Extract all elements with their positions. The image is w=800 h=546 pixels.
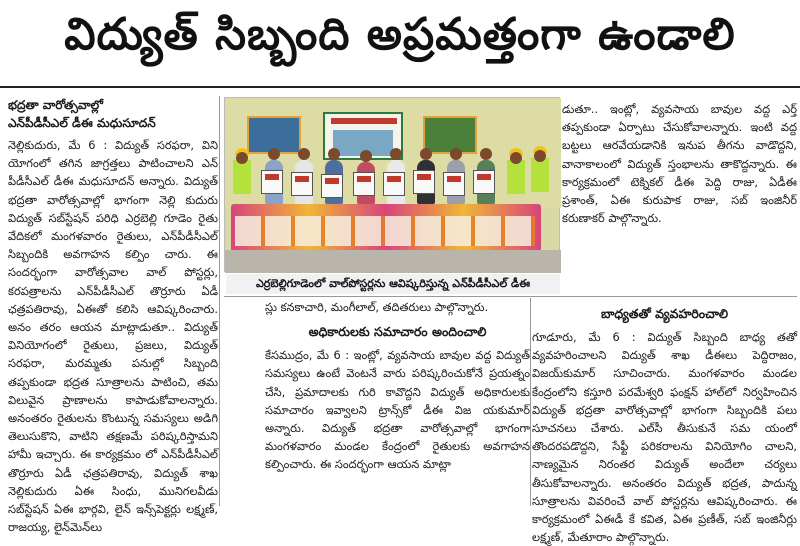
column-divider: [219, 96, 220, 506]
right-article-body: గూడూరు, మే 6 : విద్యుత్ సిబ్బంది బాధ్య తతో వ్యవహరించాలని విద్యుత్ శాఖ డీఈలు పెద్దిరాజం, విజయ్‌కుమార్ సూచించారు. మంగళవారం మండల కేంద్రంలోని కస్తూరి పరమేశ్వరి ఫంక్షన్ హాల్‌లో నిర్వహించిన విద్యుత్ భద్రతా వారోత్సవాల్లో భాగంగా సిబ్బందికి పలు సూచనలు చేశారు. ఎల్‌సీ తీసుకునే సమ యంలో తొందరపడొద్దని, సేఫ్టీ పరికరాలను వినియోగిం చాలని, నాణ్యమైన నిరంతర విద్యుత్ అందేలా చర్యలు తీసుకోవాలన్నారు. అనంతరం విద్యుత్ భద్రత, పాదున్న సూత్రాలను వివరించే వాల్ పోస్టర్లను ఆవిష్కరించారు. ఈ కార్యక్రమంలో ఏఈడీ కే కవిత, ఏఈ ప్రణీత్, సబ్ ఇంజినీర్లు లక్ష్మణ్, మేతూరాం పాల్గొన్నారు.: [532, 330, 797, 545]
right-top-article: [562, 100, 797, 296]
headline: విద్యుత్ సిబ్బంది అప్రమత్తంగా ఉండాలి: [64, 9, 736, 60]
photo-caption: ఎర్రబెల్లిగూడెంలో వాల్‌పోస్టర్లను ఆవిష్కరిస్తున్న ఎన్‌పీడీసీఎల్ డీఈ: [226, 274, 560, 294]
news-photo: [224, 97, 560, 272]
column-divider-lower: [530, 298, 531, 506]
right-article: [532, 298, 797, 545]
left-subheading-line-1: భద్రతా వారోత్సవాల్లో: [8, 98, 103, 112]
left-subheading-line-2: ఎన్‌పీడీసీఎల్ డీఈ మధుసూదన్: [8, 116, 156, 130]
right-top-body: డుతూ.. ఇంట్లో, వ్యవసాయ బావుల వద్ద ఎర్త్ తప్పకుండా ఏర్పాటు చేసుకోవాలన్నారు. ఇంటి వద్ద బట్టలు ఆరవేయడానికి ఇనుప తీగను వాడొద్దని, వానాకాలంలో విద్యుత్ స్తంభాలను తాకొద్దన్నారు. ఈ కార్యక్రమంలో టెక్నికల్ డీఈ పెద్ది రాజు, ఏడీఈ ప్రశాంత్, ఏఈ కురుపాక రాజు, సబ్ ఇంజినీర్ కరుణాకర్ పాల్గొన్నారు.: [562, 102, 797, 226]
photo-bottom-divider: [224, 296, 797, 297]
mid-article: [265, 298, 530, 508]
left-article: [8, 96, 218, 535]
wall-painting-right: [423, 116, 477, 154]
mid-subheading: అధికారులకు సమాచారం అందించాలి: [308, 324, 487, 340]
mid-article-body: కేసముద్రం, మే 6 : ఇంట్లో, వ్యవసాయ బావుల వద్ద విద్యుత్ సమస్యలు ఉంటే వెంటనే వారు పరిష్కరించుకోనే ప్రయత్నం చేసి, ప్రమాదాలకు గురి కావొద్దని విద్యుత్ అధికారులకు సమాచారం ఇవ్వాలని ట్రాన్స్‌కో డీఈ విజ యకుమార్ అన్నారు. విద్యుత్ భద్రతా వారోత్సవాల్లో భాగంగా మంగళవారం మండల కేంద్రంలో రైతులకు అవగాహన కల్పించారు. ఈ సందర్భంగా ఆయన మాట్లా: [265, 348, 530, 472]
photo-floor: [225, 250, 561, 273]
mid-lead-in: స్లు కనకాచారి, మంగీలాల్, తదితరులు పాల్గొన్నారు.: [265, 300, 489, 314]
table-cloth: [235, 216, 535, 246]
left-article-body: నెల్లికుదురు, మే 6 : విద్యుత్ సరఫరా, విని యోగంలో తగిన జాగ్రత్తలు పాటించాలని ఎన్ పీడీసీఎల్ డీఈ మధుసూదన్ అన్నారు. విద్యుత్ భద్రతా వారోత్సవాల్లో భాగంగా నెల్లి కుదురు విద్యుత్ సబ్‌స్టేషన్ పరిధి ఎర్రబెల్లి గూడెం రైతు వేదికలో మంగళవారం రైతులు, ఎన్‌పీడీసీఎల్ సిబ్బందికి అవగాహన కల్పిం చారు. ఈ సందర్భంగా వారోత్సవాల వాల్ పోస్టర్లు, కరపత్రాలను ఎన్‌పీడీసీఎల్ తొర్రూరు ఏడీ ఛత్రపతిరావు, ఏఈతో కలిసి ఆవిష్కరించారు. అనం తరం ఆయన మాట్లాడుతూ.. విద్యుత్ వినియోగంలో రైతులు, ప్రజలు, విద్యుత్ సరఫరా, మరమ్మతు పనుల్లో సిబ్బంది తప్పకుండా భద్రత సూత్రాలను పాటించి, తమ విలువైన ప్రాణాలను కాపాడుకోవాలన్నారు. అనంతరం రైతులను కొంటున్న సమస్యలు అడిగి తెలుసుకొని, వాటిని తక్షణమే పరిష్కరిస్తామని హామీ ఇచ్చారు. ఈ కార్యక్రమం లో ఎన్‌పీడీసీఎల్ తొర్రూరు ఏడీ ఛత్రపతిరావు, విద్యుత్ శాఖ నెల్లికుదురు ఏఈ సింధు, మునిగలవీడు సబ్‌స్టేషన్ ఏఈ భార్గవి, లైన్ ఇన్స్‌పెక్టర్లు లక్ష్మణ్, రాజయ్య, లైన్‌మెన్‌లు: [8, 138, 218, 535]
left-subheading: [8, 96, 218, 132]
right-subheading: బాధ్యతతో వ్యవహరించాలి: [600, 306, 729, 321]
headline-rule: [0, 86, 800, 88]
